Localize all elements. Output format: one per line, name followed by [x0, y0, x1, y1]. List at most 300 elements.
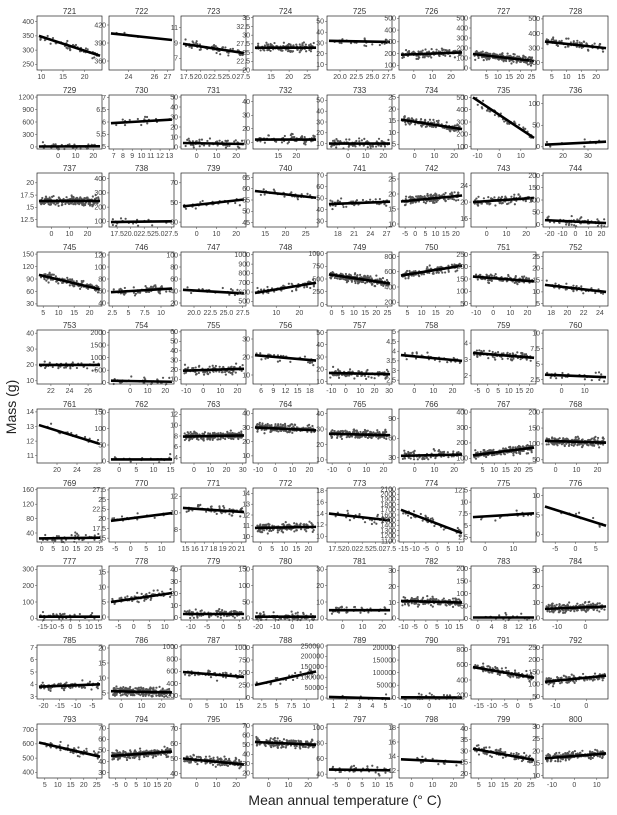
y-tick-label: 7	[174, 55, 178, 63]
data-point	[133, 286, 135, 288]
data-point	[442, 193, 444, 195]
panel-746	[94, 243, 174, 317]
data-point	[565, 38, 567, 40]
panel-title: 726	[424, 7, 439, 16]
y-tick-label: 90	[26, 276, 34, 284]
data-point	[69, 284, 71, 286]
y-tick-label: 50	[170, 199, 178, 207]
data-point	[239, 204, 241, 206]
x-tick-label: 0	[343, 388, 348, 395]
data-point	[507, 357, 509, 359]
y-tick-label: 20	[242, 67, 250, 75]
data-point	[212, 365, 214, 367]
data-point	[259, 422, 261, 424]
data-point	[361, 139, 363, 141]
data-point	[405, 204, 407, 206]
data-point	[40, 38, 42, 40]
data-point	[81, 198, 83, 200]
x-tick-label: -20	[544, 231, 555, 238]
data-point	[482, 100, 484, 102]
data-point	[306, 193, 308, 195]
data-point	[260, 289, 262, 291]
y-tick-label: 50	[316, 329, 324, 337]
y-tick-label: 400	[456, 107, 468, 115]
y-tick-label: 200	[528, 172, 540, 180]
x-tick-label: 20	[232, 231, 241, 238]
x-tick-label: 26	[84, 388, 92, 395]
y-tick-label: 500	[312, 276, 324, 284]
y-tick-label: 40	[242, 410, 250, 418]
data-point	[514, 53, 516, 55]
x-tick-label: 10	[65, 231, 74, 238]
x-tick-label: 20	[83, 231, 92, 238]
data-point	[483, 197, 485, 199]
y-tick-label: 55	[242, 197, 250, 205]
y-tick-label: 400	[22, 18, 34, 26]
data-point	[481, 106, 483, 108]
data-point	[184, 38, 186, 40]
data-point	[581, 446, 583, 448]
y-tick-label: 20	[316, 51, 324, 59]
y-tick-label: 300	[528, 45, 540, 53]
data-point	[546, 141, 548, 143]
x-tick-label: 20	[379, 153, 388, 160]
y-tick-label: 60	[26, 288, 34, 296]
x-tick-label: 10	[212, 153, 221, 160]
x-tick-label: 0	[49, 231, 54, 238]
data-point	[193, 146, 195, 148]
data-point	[274, 423, 276, 425]
y-tick-label: 200	[456, 440, 468, 448]
data-point	[84, 436, 86, 438]
data-point	[61, 203, 63, 205]
x-tick-label: 0	[194, 231, 199, 238]
y-tick-label: 500	[528, 16, 540, 24]
y-tick-label: 100	[456, 143, 468, 151]
data-point	[288, 431, 290, 433]
y-tick-label: 250	[456, 251, 468, 259]
y-tick-label: 100	[94, 264, 106, 272]
data-point	[378, 138, 380, 140]
data-point	[52, 37, 54, 39]
data-point	[115, 124, 117, 126]
x-tick-label: 0	[412, 153, 417, 160]
data-point	[512, 358, 514, 360]
data-point	[48, 203, 50, 205]
x-tick-label: 5	[549, 74, 554, 81]
data-point	[72, 196, 74, 198]
panel-title: 750	[424, 243, 439, 252]
x-tick-label: 10	[580, 388, 589, 395]
data-point	[256, 287, 258, 289]
x-tick-label: 20	[80, 74, 89, 81]
y-tick-label: 60	[170, 276, 178, 284]
data-point	[235, 363, 237, 365]
y-tick-label: 30	[242, 424, 250, 432]
data-point	[270, 424, 272, 426]
y-tick-label: 20	[532, 265, 540, 273]
x-tick-label: 15	[166, 467, 175, 474]
data-point	[199, 49, 201, 51]
data-point	[422, 56, 424, 58]
y-tick-label: 800	[238, 270, 250, 278]
y-tick-label: 600	[384, 269, 396, 277]
data-point	[57, 202, 59, 204]
y-tick-label: 500	[94, 367, 106, 375]
x-tick-label: 10	[572, 467, 581, 474]
data-point	[557, 45, 559, 47]
y-tick-label: 10	[316, 61, 324, 69]
data-point	[596, 218, 598, 220]
data-point	[506, 203, 508, 205]
y-tick-label: 30	[170, 357, 178, 365]
x-tick-label: 10	[428, 74, 437, 81]
data-point	[367, 430, 369, 432]
data-point	[440, 452, 442, 454]
data-point	[593, 438, 595, 440]
data-point	[292, 136, 294, 138]
y-tick-label: 2.5	[386, 377, 396, 385]
data-point	[591, 437, 593, 439]
panel-frame	[253, 409, 318, 463]
data-point	[231, 437, 233, 439]
data-point	[186, 139, 188, 141]
data-point	[530, 360, 532, 362]
data-point	[266, 286, 268, 288]
y-tick-label: 20	[388, 106, 396, 114]
data-point	[302, 44, 304, 46]
data-point	[292, 50, 294, 52]
y-tick-label: 15	[26, 204, 34, 212]
data-point	[202, 200, 204, 202]
x-tick-label: 0	[559, 388, 564, 395]
y-tick-label: 6	[102, 119, 106, 127]
x-tick-label: 25	[383, 310, 392, 317]
x-tick-label: 25.0	[365, 74, 380, 81]
x-tick-label: 5	[423, 231, 428, 238]
data-point	[333, 140, 335, 142]
x-tick-label: 6	[259, 388, 264, 395]
data-point	[199, 145, 201, 147]
x-tick-label: 20	[450, 467, 459, 474]
data-point	[196, 40, 198, 42]
data-point	[113, 383, 115, 385]
panel-726	[381, 7, 464, 81]
data-point	[506, 53, 508, 55]
data-point	[356, 199, 358, 201]
data-point	[222, 287, 224, 289]
data-point	[222, 371, 224, 373]
panel-741	[316, 164, 392, 238]
data-point	[91, 205, 93, 207]
x-tick-label: 8	[120, 153, 125, 160]
y-tick-label: 10	[170, 134, 178, 142]
x-tick-label: 15	[501, 467, 510, 474]
data-point	[353, 377, 355, 379]
data-point	[548, 443, 550, 445]
panel-title: 727	[496, 7, 511, 16]
data-point	[344, 430, 346, 432]
y-tick-label: 20	[242, 438, 250, 446]
data-point	[222, 46, 224, 48]
panel-744	[528, 164, 608, 238]
data-point	[356, 431, 358, 433]
data-point	[42, 141, 44, 143]
data-point	[413, 452, 415, 454]
data-point	[58, 205, 60, 207]
data-point	[203, 374, 205, 376]
x-tick-label: 10	[502, 231, 511, 238]
y-tick-label: 14	[26, 409, 34, 417]
data-point	[215, 52, 217, 54]
panel-frame	[109, 252, 174, 306]
x-tick-label: 24	[65, 388, 74, 395]
data-point	[271, 44, 273, 46]
data-point	[476, 349, 478, 351]
data-point	[265, 42, 267, 44]
data-point	[491, 454, 493, 456]
y-tick-label: 100	[456, 455, 468, 463]
data-point	[417, 58, 419, 60]
data-point	[568, 224, 570, 226]
data-point	[426, 352, 428, 354]
data-point	[602, 51, 604, 53]
data-point	[343, 278, 345, 280]
data-point	[348, 374, 350, 376]
data-point	[341, 438, 343, 440]
data-point	[165, 291, 167, 293]
data-point	[303, 286, 305, 288]
y-tick-label: 100	[94, 218, 106, 226]
data-point	[364, 375, 366, 377]
y-tick-label: 0	[536, 221, 540, 229]
y-tick-label: 40	[316, 207, 324, 215]
x-tick-label: 10	[288, 467, 297, 474]
x-tick-label: 0	[201, 388, 206, 395]
data-point	[66, 277, 68, 279]
data-point	[335, 146, 337, 148]
data-point	[510, 196, 512, 198]
data-point	[418, 275, 420, 277]
x-tick-label: 13	[165, 153, 174, 160]
x-tick-label: 10	[429, 388, 438, 395]
x-tick-label: 20	[559, 153, 567, 160]
data-point	[331, 271, 333, 273]
data-point	[124, 287, 126, 289]
data-point	[283, 196, 285, 198]
data-point	[130, 461, 132, 463]
data-point	[504, 195, 506, 197]
y-tick-label: 50	[532, 122, 540, 130]
panel-748	[234, 243, 318, 317]
data-point	[501, 52, 503, 54]
data-point	[348, 138, 350, 140]
x-tick-label: 20.0	[193, 74, 208, 81]
regression-line	[329, 434, 390, 436]
data-point	[122, 119, 124, 121]
x-tick-label: 25	[303, 74, 312, 81]
data-point	[519, 61, 521, 63]
data-point	[436, 195, 438, 197]
x-tick-label: 10	[143, 388, 152, 395]
data-point	[487, 281, 489, 283]
data-point	[209, 137, 211, 139]
data-point	[290, 191, 292, 193]
y-tick-label: 5	[536, 300, 540, 308]
panel-749	[308, 243, 392, 317]
data-point	[257, 43, 259, 45]
data-point	[57, 367, 59, 369]
data-point	[67, 47, 69, 49]
data-point	[192, 42, 194, 44]
x-tick-label: 0	[194, 153, 199, 160]
regression-line	[183, 143, 244, 144]
panel-727	[456, 7, 536, 81]
x-tick-label: 20	[450, 153, 459, 160]
x-tick-label: 15	[267, 74, 275, 81]
y-tick-label: 4	[174, 454, 178, 462]
panel-743	[460, 164, 536, 238]
data-point	[292, 425, 294, 427]
y-tick-label: 90	[388, 416, 396, 424]
x-tick-label: 10	[516, 153, 525, 160]
data-point	[564, 444, 566, 446]
y-tick-label: 30	[316, 218, 324, 226]
y-tick-label: 120	[94, 252, 106, 260]
panel-724	[236, 7, 318, 81]
data-point	[602, 293, 604, 295]
data-point	[291, 290, 293, 292]
data-point	[364, 429, 366, 431]
data-point	[420, 118, 422, 120]
data-point	[476, 356, 478, 358]
data-point	[434, 199, 436, 201]
panel-728	[528, 7, 608, 81]
y-tick-label: 300	[456, 119, 468, 127]
data-point	[437, 271, 439, 273]
data-point	[309, 287, 311, 289]
y-tick-label: 8	[174, 433, 178, 441]
x-tick-label: 10	[149, 467, 158, 474]
data-point	[494, 204, 496, 206]
data-point	[81, 280, 83, 282]
x-tick-label: 20	[161, 388, 170, 395]
panel-765	[316, 400, 392, 474]
y-tick-label: 1500	[90, 342, 106, 350]
y-tick-label: 200	[528, 409, 540, 417]
panel-title: 765	[352, 400, 367, 409]
data-point	[428, 50, 430, 52]
data-point	[346, 436, 348, 438]
data-point	[591, 379, 593, 381]
y-tick-label: 1000	[234, 252, 250, 260]
y-tick-label: 250	[22, 61, 34, 69]
y-tick-label: 50	[532, 457, 540, 465]
panel-frame	[37, 95, 102, 149]
data-point	[338, 377, 340, 379]
data-point	[449, 55, 451, 57]
panel-title: 759	[496, 321, 511, 330]
data-point	[227, 54, 229, 56]
y-tick-label: 400	[94, 175, 106, 183]
panel-title: 743	[496, 164, 511, 173]
panel-745	[22, 243, 102, 317]
data-point	[437, 450, 439, 452]
data-point	[434, 193, 436, 195]
y-tick-label: 60	[316, 184, 324, 192]
data-point	[475, 273, 477, 275]
y-tick-label: 150	[94, 409, 106, 417]
y-tick-label: 5	[536, 361, 540, 369]
data-point	[217, 438, 219, 440]
data-point	[429, 119, 431, 121]
x-tick-label: 15	[70, 310, 79, 317]
data-point	[577, 436, 579, 438]
panel-frame	[253, 252, 318, 306]
data-point	[188, 140, 190, 142]
data-point	[424, 48, 426, 50]
data-point	[337, 370, 339, 372]
y-tick-label: 100	[456, 55, 468, 63]
data-point	[503, 120, 505, 122]
data-point	[89, 204, 91, 206]
x-tick-label: 27	[163, 74, 172, 81]
x-tick-label: 10	[212, 231, 221, 238]
panel-767	[456, 400, 536, 474]
panel-frame	[109, 16, 174, 70]
x-tick-label: 24	[124, 74, 133, 81]
panel-757	[316, 321, 393, 395]
data-point	[510, 62, 512, 64]
x-tick-label: 0	[553, 467, 558, 474]
data-point	[429, 200, 431, 202]
y-tick-label: 7.5	[530, 345, 540, 353]
y-tick-label: 600	[22, 119, 34, 127]
data-point	[383, 437, 385, 439]
x-tick-label: 15	[577, 74, 586, 81]
data-point	[384, 430, 386, 432]
y-tick-label: 70	[316, 172, 324, 180]
data-point	[385, 438, 387, 440]
y-tick-label: 2000	[90, 329, 106, 337]
y-tick-label: 400	[528, 30, 540, 38]
y-tick-label: 300	[384, 39, 396, 47]
panel-title: 741	[352, 164, 367, 173]
x-tick-label: 20	[89, 153, 98, 160]
x-tick-label: 5	[405, 310, 410, 317]
x-tick-label: 27.5	[236, 74, 250, 81]
panel-title: 721	[62, 7, 77, 16]
y-tick-label: 50	[532, 209, 540, 217]
panel-752	[532, 243, 608, 317]
data-point	[114, 456, 116, 458]
x-tick-label: 10	[504, 388, 513, 395]
y-tick-label: 10	[242, 372, 250, 380]
data-point	[443, 452, 445, 454]
x-tick-label: 0	[411, 74, 416, 81]
data-point	[432, 200, 434, 202]
x-tick-label: 10	[506, 310, 515, 317]
data-point	[486, 52, 488, 54]
data-point	[448, 49, 450, 51]
data-point	[572, 285, 574, 287]
data-point	[364, 275, 366, 277]
data-point	[424, 195, 426, 197]
data-point	[224, 438, 226, 440]
panel-756	[242, 321, 318, 395]
y-tick-label: 300	[456, 424, 468, 432]
data-point	[65, 196, 67, 198]
